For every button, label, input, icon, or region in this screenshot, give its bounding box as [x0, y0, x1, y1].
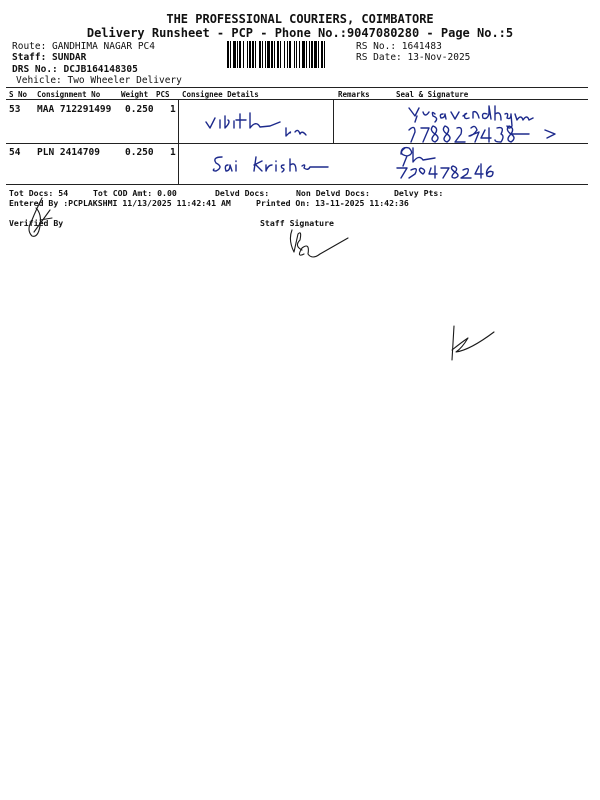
row1-consignee-handwriting [198, 108, 318, 138]
row2-divider-consignee [178, 143, 179, 184]
stray-signature-mark [444, 324, 500, 364]
runsheet-subtitle: Delivery Runsheet - PCP - Phone No.:9047080280 - Page No.:5 [86, 26, 514, 40]
row2-weight: 0.250 [125, 147, 154, 158]
row1-sno: 53 [9, 104, 21, 115]
header-remarks: Remarks [338, 90, 370, 99]
non-delivered-docs: Non Delvd Docs: [296, 188, 370, 198]
delivered-docs: Delvd Docs: [215, 188, 270, 198]
company-title: THE PROFESSIONAL COURIERS, COIMBATORE [166, 12, 434, 26]
delivery-points: Delvy Pts: [394, 188, 444, 198]
staff-signature-label: Staff Signature [260, 218, 334, 228]
row2-consignment: PLN 2414709 [37, 147, 100, 158]
entered-by: Entered By :PCPLAKSHMI 11/13/2025 11:42:41 AM [9, 198, 231, 208]
header-weight: Weight [121, 90, 149, 99]
header-consignment: Consignment No [37, 90, 101, 99]
row1-divider-remarks [333, 99, 334, 143]
vehicle-label: Vehicle: Two Wheeler Delivery [16, 75, 182, 86]
row1-seal-handwriting [405, 104, 585, 144]
barcode-image [227, 41, 353, 68]
header-sno: S No [9, 90, 28, 99]
header-seal-signature: Seal & Signature [396, 90, 469, 99]
table-top-border [6, 87, 588, 88]
rs-number: RS No.: 1641483 [356, 41, 442, 52]
staff-signature [286, 226, 356, 262]
table-header-border [6, 99, 588, 100]
verifier-signature [22, 196, 62, 240]
row1-pcs: 1 [170, 104, 176, 115]
header-pcs: PCS [156, 90, 170, 99]
tot-cod-amount: Tot COD Amt: 0.00 [93, 188, 177, 198]
verified-by-label: Verified By [9, 218, 64, 228]
tot-docs: Tot Docs: 54 [9, 188, 69, 198]
header-consignee: Consignee Details [182, 90, 259, 99]
printed-on: Printed On: 13-11-2025 11:42:36 [256, 198, 409, 208]
table-bottom-border [6, 184, 588, 185]
row2-sno: 54 [9, 147, 21, 158]
row2-pcs: 1 [170, 147, 176, 158]
row1-consignment: MAA 712291499 [37, 104, 112, 115]
drs-number: DRS No.: DCJB164148305 [12, 64, 138, 75]
row1-weight: 0.250 [125, 104, 154, 115]
row2-seal-handwriting [395, 144, 535, 180]
row2-consignee-handwriting [210, 153, 340, 177]
staff-label: Staff: SUNDAR [12, 52, 87, 63]
row1-divider-consignee [178, 99, 179, 143]
rs-date: RS Date: 13-Nov-2025 [356, 52, 471, 63]
route-label: Route: GANDHIMA NAGAR PC4 [12, 41, 155, 52]
